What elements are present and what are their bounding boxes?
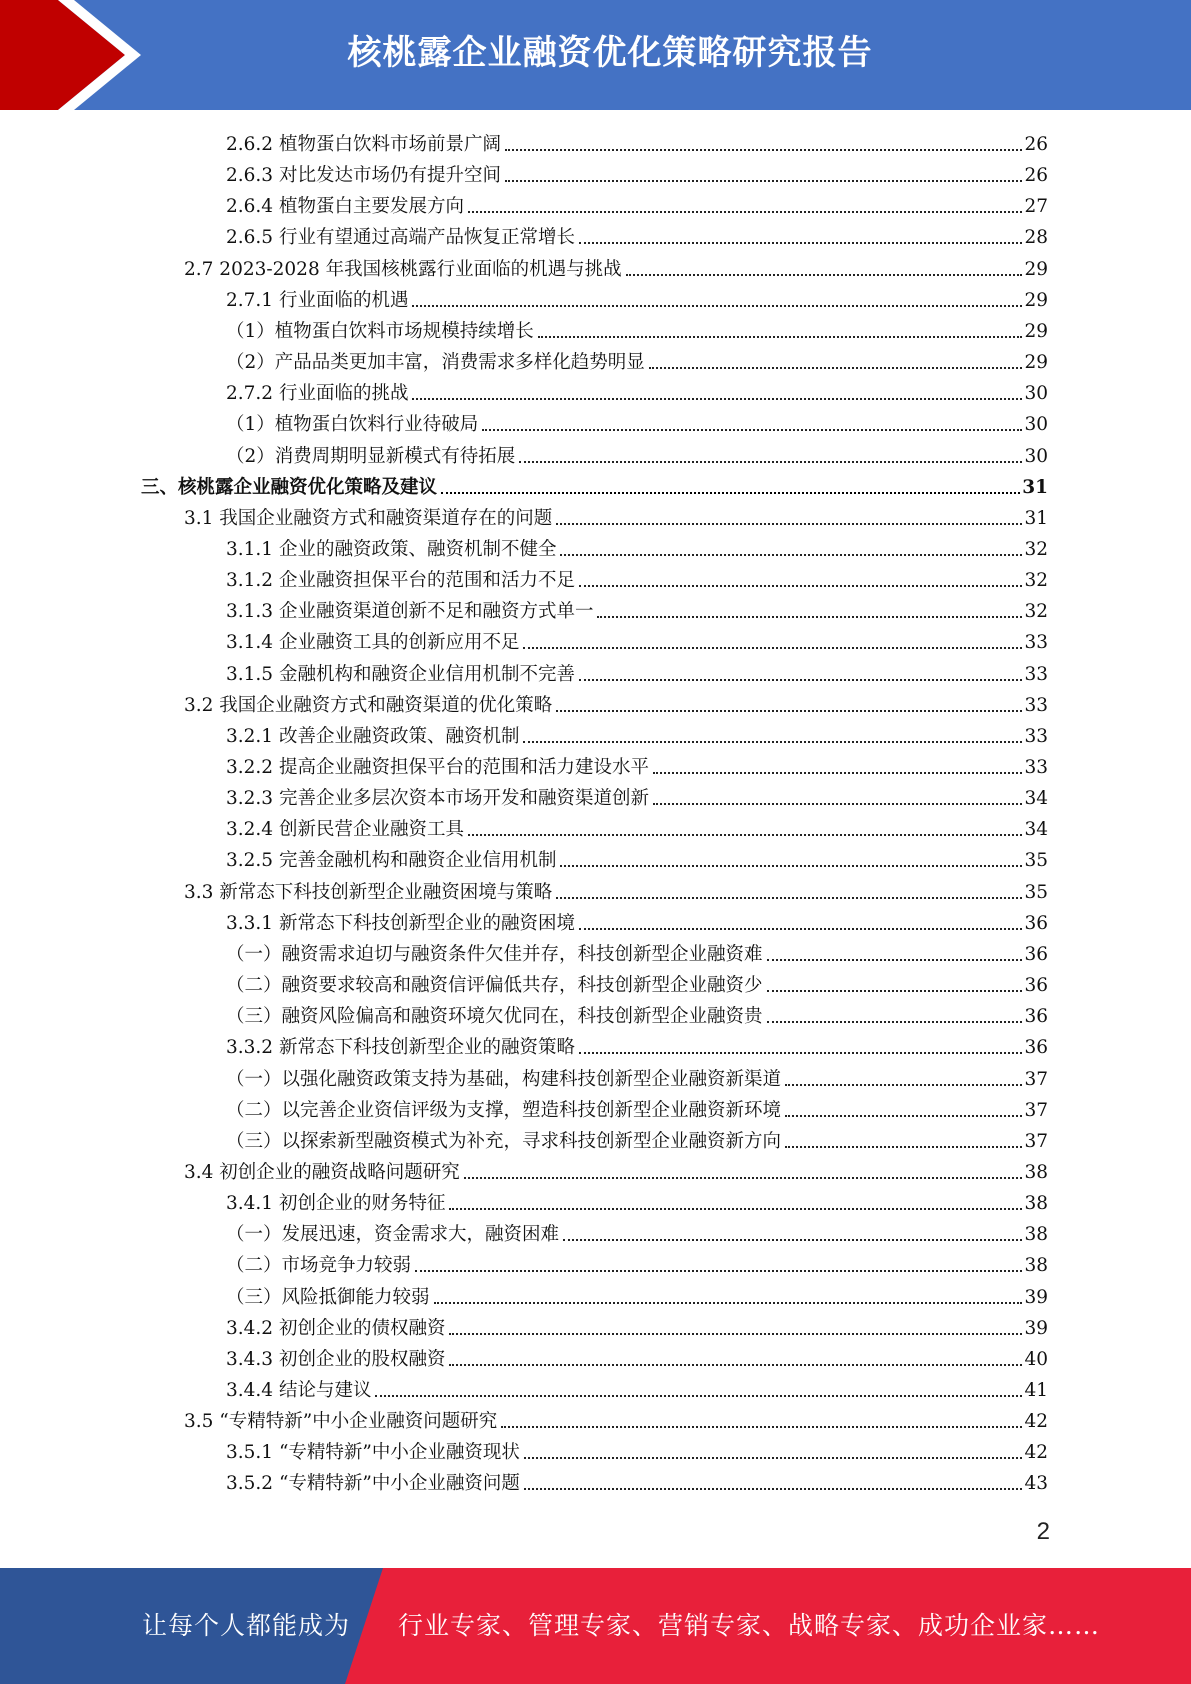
toc-entry-label: 3.1 我国企业融资方式和融资渠道存在的问题	[184, 507, 553, 529]
toc-entry-page: 38	[1024, 1224, 1048, 1246]
toc-entry-page: 26	[1024, 165, 1048, 187]
toc-entry[interactable]	[226, 376, 1048, 407]
toc-entry-page: 39	[1024, 1317, 1048, 1339]
toc-entry-label: 3.1.1 企业的融资政策、融资机制不健全	[226, 538, 557, 560]
toc-entry[interactable]	[226, 1435, 1048, 1466]
toc-dot-leader	[653, 803, 1022, 805]
toc-entry[interactable]	[226, 1062, 1048, 1093]
toc-entry[interactable]	[226, 1466, 1048, 1497]
toc-entry-label: 3.1.2 企业融资担保平台的范围和活力不足	[226, 570, 575, 592]
toc-entry[interactable]	[226, 750, 1048, 781]
document-title: 核桃露企业融资优化策略研究报告	[347, 33, 873, 73]
toc-entry-page: 33	[1024, 725, 1048, 747]
toc-entry-page: 30	[1024, 445, 1048, 467]
header-banner	[0, 0, 1191, 110]
toc-entry-page: 40	[1024, 1348, 1048, 1370]
toc-dot-leader	[468, 211, 1022, 213]
toc-dot-leader	[519, 461, 1022, 463]
toc-dot-leader	[482, 429, 1022, 431]
toc-entry-label: 3.4.4 结论与建议	[226, 1380, 372, 1401]
toc-entry-label: （一）发展迅速，资金需求大，融资困难	[226, 1224, 560, 1246]
toc-entry-page: 36	[1024, 943, 1048, 965]
toc-dot-leader	[597, 616, 1022, 618]
toc-dot-leader	[449, 1364, 1022, 1366]
toc-entry-label: 3.3.1 新常态下科技创新型企业的融资困境	[226, 912, 575, 934]
footer-slogan-left: 让每个人都能成为	[142, 1611, 351, 1640]
toc-entry-label: 3.4 初创企业的融资战略问题研究	[184, 1161, 460, 1183]
toc-entry[interactable]	[226, 968, 1048, 999]
toc-entry[interactable]	[226, 937, 1048, 968]
toc-entry-label: 3.1.3 企业融资渠道创新不足和融资方式单一	[226, 601, 594, 623]
toc-entry-page: 34	[1024, 788, 1048, 810]
toc-entry[interactable]	[226, 407, 1048, 438]
toc-entry[interactable]	[226, 1217, 1048, 1248]
toc-entry[interactable]	[226, 283, 1048, 314]
toc-entry[interactable]	[226, 594, 1048, 625]
toc-dot-leader	[785, 1146, 1022, 1148]
toc-entry-page: 37	[1024, 1099, 1048, 1121]
toc-entry-page: 29	[1024, 320, 1048, 342]
toc-entry-label: （二）以完善企业资信评级为支撑，塑造科技创新型企业融资新环境	[226, 1099, 782, 1121]
toc-dot-leader	[505, 180, 1022, 182]
toc-entry[interactable]	[226, 1248, 1048, 1279]
toc-dot-leader	[579, 242, 1022, 244]
toc-dot-leader	[501, 1426, 1022, 1428]
toc-entry[interactable]	[226, 1093, 1048, 1124]
toc-entry[interactable]	[226, 625, 1048, 656]
toc-entry[interactable]	[226, 999, 1048, 1030]
toc-entry-page: 32	[1024, 538, 1048, 560]
toc-dot-leader	[767, 1021, 1023, 1023]
toc-entry-label: （1）植物蛋白饮料市场规模持续增长	[226, 320, 534, 342]
toc-entry-page: 38	[1024, 1193, 1048, 1215]
toc-entry[interactable]	[226, 1124, 1048, 1155]
toc-entry-page: 38	[1024, 1255, 1048, 1277]
toc-entry[interactable]	[226, 906, 1048, 937]
toc-entry-label: 3.4.2 初创企业的债权融资	[226, 1317, 446, 1339]
toc-entry-label: （三）融资风险偏高和融资环境欠优同在，科技创新型企业融资贵	[226, 1006, 763, 1028]
page-number: 2	[1036, 1518, 1050, 1545]
toc-entry-label: 2.7.1 行业面临的机遇	[226, 289, 409, 311]
toc-entry-label: 2.6.4 植物蛋白主要发展方向	[226, 196, 464, 218]
toc-entry[interactable]	[226, 439, 1048, 470]
toc-dot-leader	[415, 1270, 1022, 1272]
toc-entry-page: 31	[1022, 476, 1048, 498]
toc-entry-page: 33	[1024, 694, 1048, 716]
toc-entry-page: 26	[1024, 134, 1048, 155]
toc-entry[interactable]	[184, 688, 1048, 719]
toc-entry-label: （三）风险抵御能力较弱	[226, 1286, 430, 1308]
toc-entry[interactable]	[226, 158, 1048, 189]
toc-entry[interactable]	[226, 812, 1048, 843]
footer-slogan-right: 行业专家、管理专家、营销专家、战略专家、成功企业家……	[398, 1611, 1101, 1640]
toc-entry-label: 2.6.3 对比发达市场仍有提升空间	[226, 165, 501, 187]
toc-entry[interactable]	[226, 1280, 1048, 1311]
toc-dot-leader	[653, 772, 1022, 774]
toc-entry-page: 43	[1024, 1473, 1048, 1495]
toc-entry[interactable]	[184, 1155, 1048, 1186]
toc-entry[interactable]	[226, 220, 1048, 251]
toc-entry-label: 3.1.5 金融机构和融资企业信用机制不完善	[226, 663, 575, 685]
toc-entry-page: 27	[1024, 196, 1048, 218]
toc-entry[interactable]	[226, 657, 1048, 688]
toc-dot-leader	[412, 305, 1022, 307]
toc-entry-page: 41	[1024, 1380, 1048, 1401]
toc-entry[interactable]	[226, 345, 1048, 376]
toc-dot-leader	[767, 959, 1023, 961]
toc-entry-page: 33	[1024, 632, 1048, 654]
toc-entry-page: 39	[1024, 1286, 1048, 1308]
toc-entry-page: 35	[1024, 881, 1048, 903]
toc-entry-page: 33	[1024, 663, 1048, 685]
toc-entry-label: （1）植物蛋白饮料行业待破局	[226, 414, 479, 436]
toc-entry-label: 3.4.1 初创企业的财务特征	[226, 1193, 446, 1215]
toc-dot-leader	[767, 990, 1023, 992]
toc-dot-leader	[560, 865, 1022, 867]
toc-entry-page: 32	[1024, 601, 1048, 623]
toc-entry-label: 3.2.5 完善金融机构和融资企业信用机制	[226, 850, 557, 872]
toc-dot-leader	[785, 1115, 1022, 1117]
toc-entry-label: 3.2.4 创新民营企业融资工具	[226, 819, 464, 841]
toc-entry-label: （一）以强化融资政策支持为基础，构建科技创新型企业融资新渠道	[226, 1068, 782, 1090]
toc-entry-page: 37	[1024, 1068, 1048, 1090]
toc-dot-leader	[523, 647, 1022, 649]
toc-entry-label: 3.1.4 企业融资工具的创新应用不足	[226, 632, 520, 654]
toc-entry-label: （三）以探索新型融资模式为补充，寻求科技创新型企业融资新方向	[226, 1130, 782, 1152]
toc-entry-label: 2.6.2 植物蛋白饮料市场前景广阔	[226, 134, 501, 155]
toc-entry[interactable]	[184, 1404, 1048, 1435]
toc-entry-label: 3.3.2 新常态下科技创新型企业的融资策略	[226, 1037, 575, 1059]
toc-entry-label: （二）市场竞争力较弱	[226, 1255, 412, 1277]
toc-entry[interactable]	[226, 532, 1048, 563]
toc-dot-leader	[375, 1395, 1022, 1397]
toc-entry[interactable]	[226, 314, 1048, 345]
footer-banner	[0, 1568, 1191, 1684]
toc-entry-page: 28	[1024, 227, 1048, 249]
toc-entry-page: 42	[1024, 1411, 1048, 1433]
toc-entry-page: 37	[1024, 1130, 1048, 1152]
toc-entry[interactable]	[226, 1342, 1048, 1373]
toc-dot-leader	[412, 398, 1022, 400]
toc-entry-page: 38	[1024, 1161, 1048, 1183]
toc-entry[interactable]	[226, 1311, 1048, 1342]
toc-dot-leader	[538, 336, 1023, 338]
toc-entry-label: 3.5.2 “专精特新”中小企业融资问题	[226, 1473, 520, 1495]
toc-entry-page: 36	[1024, 975, 1048, 997]
toc-entry[interactable]	[226, 781, 1048, 812]
toc-entry[interactable]	[226, 843, 1048, 874]
toc-entry-page: 36	[1024, 912, 1048, 934]
toc-entry-label: 3.2.3 完善企业多层次资本市场开发和融资渠道创新	[226, 788, 649, 810]
toc-entry-page: 29	[1024, 258, 1048, 280]
toc-dot-leader	[579, 1052, 1022, 1054]
toc-entry-label: （2）消费周期明显新模式有待拓展	[226, 445, 516, 467]
toc-entry-page: 30	[1024, 383, 1048, 405]
toc-dot-leader	[785, 1084, 1022, 1086]
toc-dot-leader	[579, 679, 1022, 681]
toc-entry-label: 3.5.1 “专精特新”中小企业融资现状	[226, 1442, 520, 1464]
toc-entry-label: 3.2 我国企业融资方式和融资渠道的优化策略	[184, 694, 553, 716]
toc-entry-label: 3.2.1 改善企业融资政策、融资机制	[226, 725, 520, 747]
toc-entry-page: 30	[1024, 414, 1048, 436]
toc-entry-label: （2）产品品类更加丰富，消费需求多样化趋势明显	[226, 352, 645, 374]
toc-entry-label: 3.5 “专精特新”中小企业融资问题研究	[184, 1411, 498, 1433]
toc-entry[interactable]	[184, 875, 1048, 906]
toc-entry-page: 32	[1024, 570, 1048, 592]
toc-entry-page: 29	[1024, 289, 1048, 311]
toc-entry-label: 2.7 2023-2028 年我国核桃露行业面临的机遇与挑战	[184, 258, 622, 280]
toc-dot-leader	[556, 523, 1022, 525]
toc-entry-page: 29	[1024, 352, 1048, 374]
toc-entry[interactable]	[141, 470, 1048, 501]
toc-entry[interactable]	[226, 1373, 1048, 1404]
toc-dot-leader	[556, 710, 1022, 712]
toc-entry[interactable]	[226, 127, 1048, 158]
toc-dot-leader	[434, 1302, 1023, 1304]
toc-entry[interactable]	[226, 1186, 1048, 1217]
toc-dot-leader	[449, 1208, 1022, 1210]
toc-dot-leader	[579, 585, 1022, 587]
toc-entry-page: 31	[1024, 507, 1048, 529]
toc-dot-leader	[468, 834, 1022, 836]
toc-dot-leader	[464, 1177, 1023, 1179]
toc-entry-page: 42	[1024, 1442, 1048, 1464]
toc-entry[interactable]	[226, 719, 1048, 750]
toc-dot-leader	[560, 554, 1022, 556]
toc-dot-leader	[579, 928, 1022, 930]
toc-entry-page: 36	[1024, 1006, 1048, 1028]
toc-entry[interactable]	[184, 501, 1048, 532]
toc-entry-label: 2.6.5 行业有望通过高端产品恢复正常增长	[226, 227, 575, 249]
toc-entry[interactable]	[184, 252, 1048, 283]
toc-entry-label: 3.4.3 初创企业的股权融资	[226, 1348, 446, 1370]
toc-entry-page: 35	[1024, 850, 1048, 872]
toc-entry-label: 三、核桃露企业融资优化策略及建议	[141, 476, 438, 498]
toc-dot-leader	[524, 1457, 1023, 1459]
toc-entry[interactable]	[226, 189, 1048, 220]
toc-dot-leader	[556, 897, 1022, 899]
toc-dot-leader	[649, 367, 1023, 369]
toc-entry[interactable]	[226, 1030, 1048, 1061]
toc-entry-label: 3.2.2 提高企业融资担保平台的范围和活力建设水平	[226, 757, 649, 778]
toc-entry-page: 33	[1024, 757, 1048, 778]
toc-dot-leader	[449, 1333, 1022, 1335]
toc-dot-leader	[505, 149, 1022, 151]
toc-dot-leader	[441, 492, 1020, 494]
toc-entry-label: 3.3 新常态下科技创新型企业融资困境与策略	[184, 881, 553, 903]
toc-entry-label: （二）融资要求较高和融资信评偏低共存，科技创新型企业融资少	[226, 975, 763, 997]
toc-dot-leader	[523, 741, 1022, 743]
chevron-arrow-icon	[0, 0, 160, 110]
toc-dot-leader	[524, 1488, 1023, 1490]
toc-entry[interactable]	[226, 563, 1048, 594]
toc-entry-page: 34	[1024, 819, 1048, 841]
toc-dot-leader	[563, 1239, 1022, 1241]
toc-entry-label: 2.7.2 行业面临的挑战	[226, 383, 409, 405]
toc-entry-label: （一）融资需求迫切与融资条件欠佳并存，科技创新型企业融资难	[226, 943, 763, 965]
toc-entry-page: 36	[1024, 1037, 1048, 1059]
toc-dot-leader	[626, 274, 1023, 276]
